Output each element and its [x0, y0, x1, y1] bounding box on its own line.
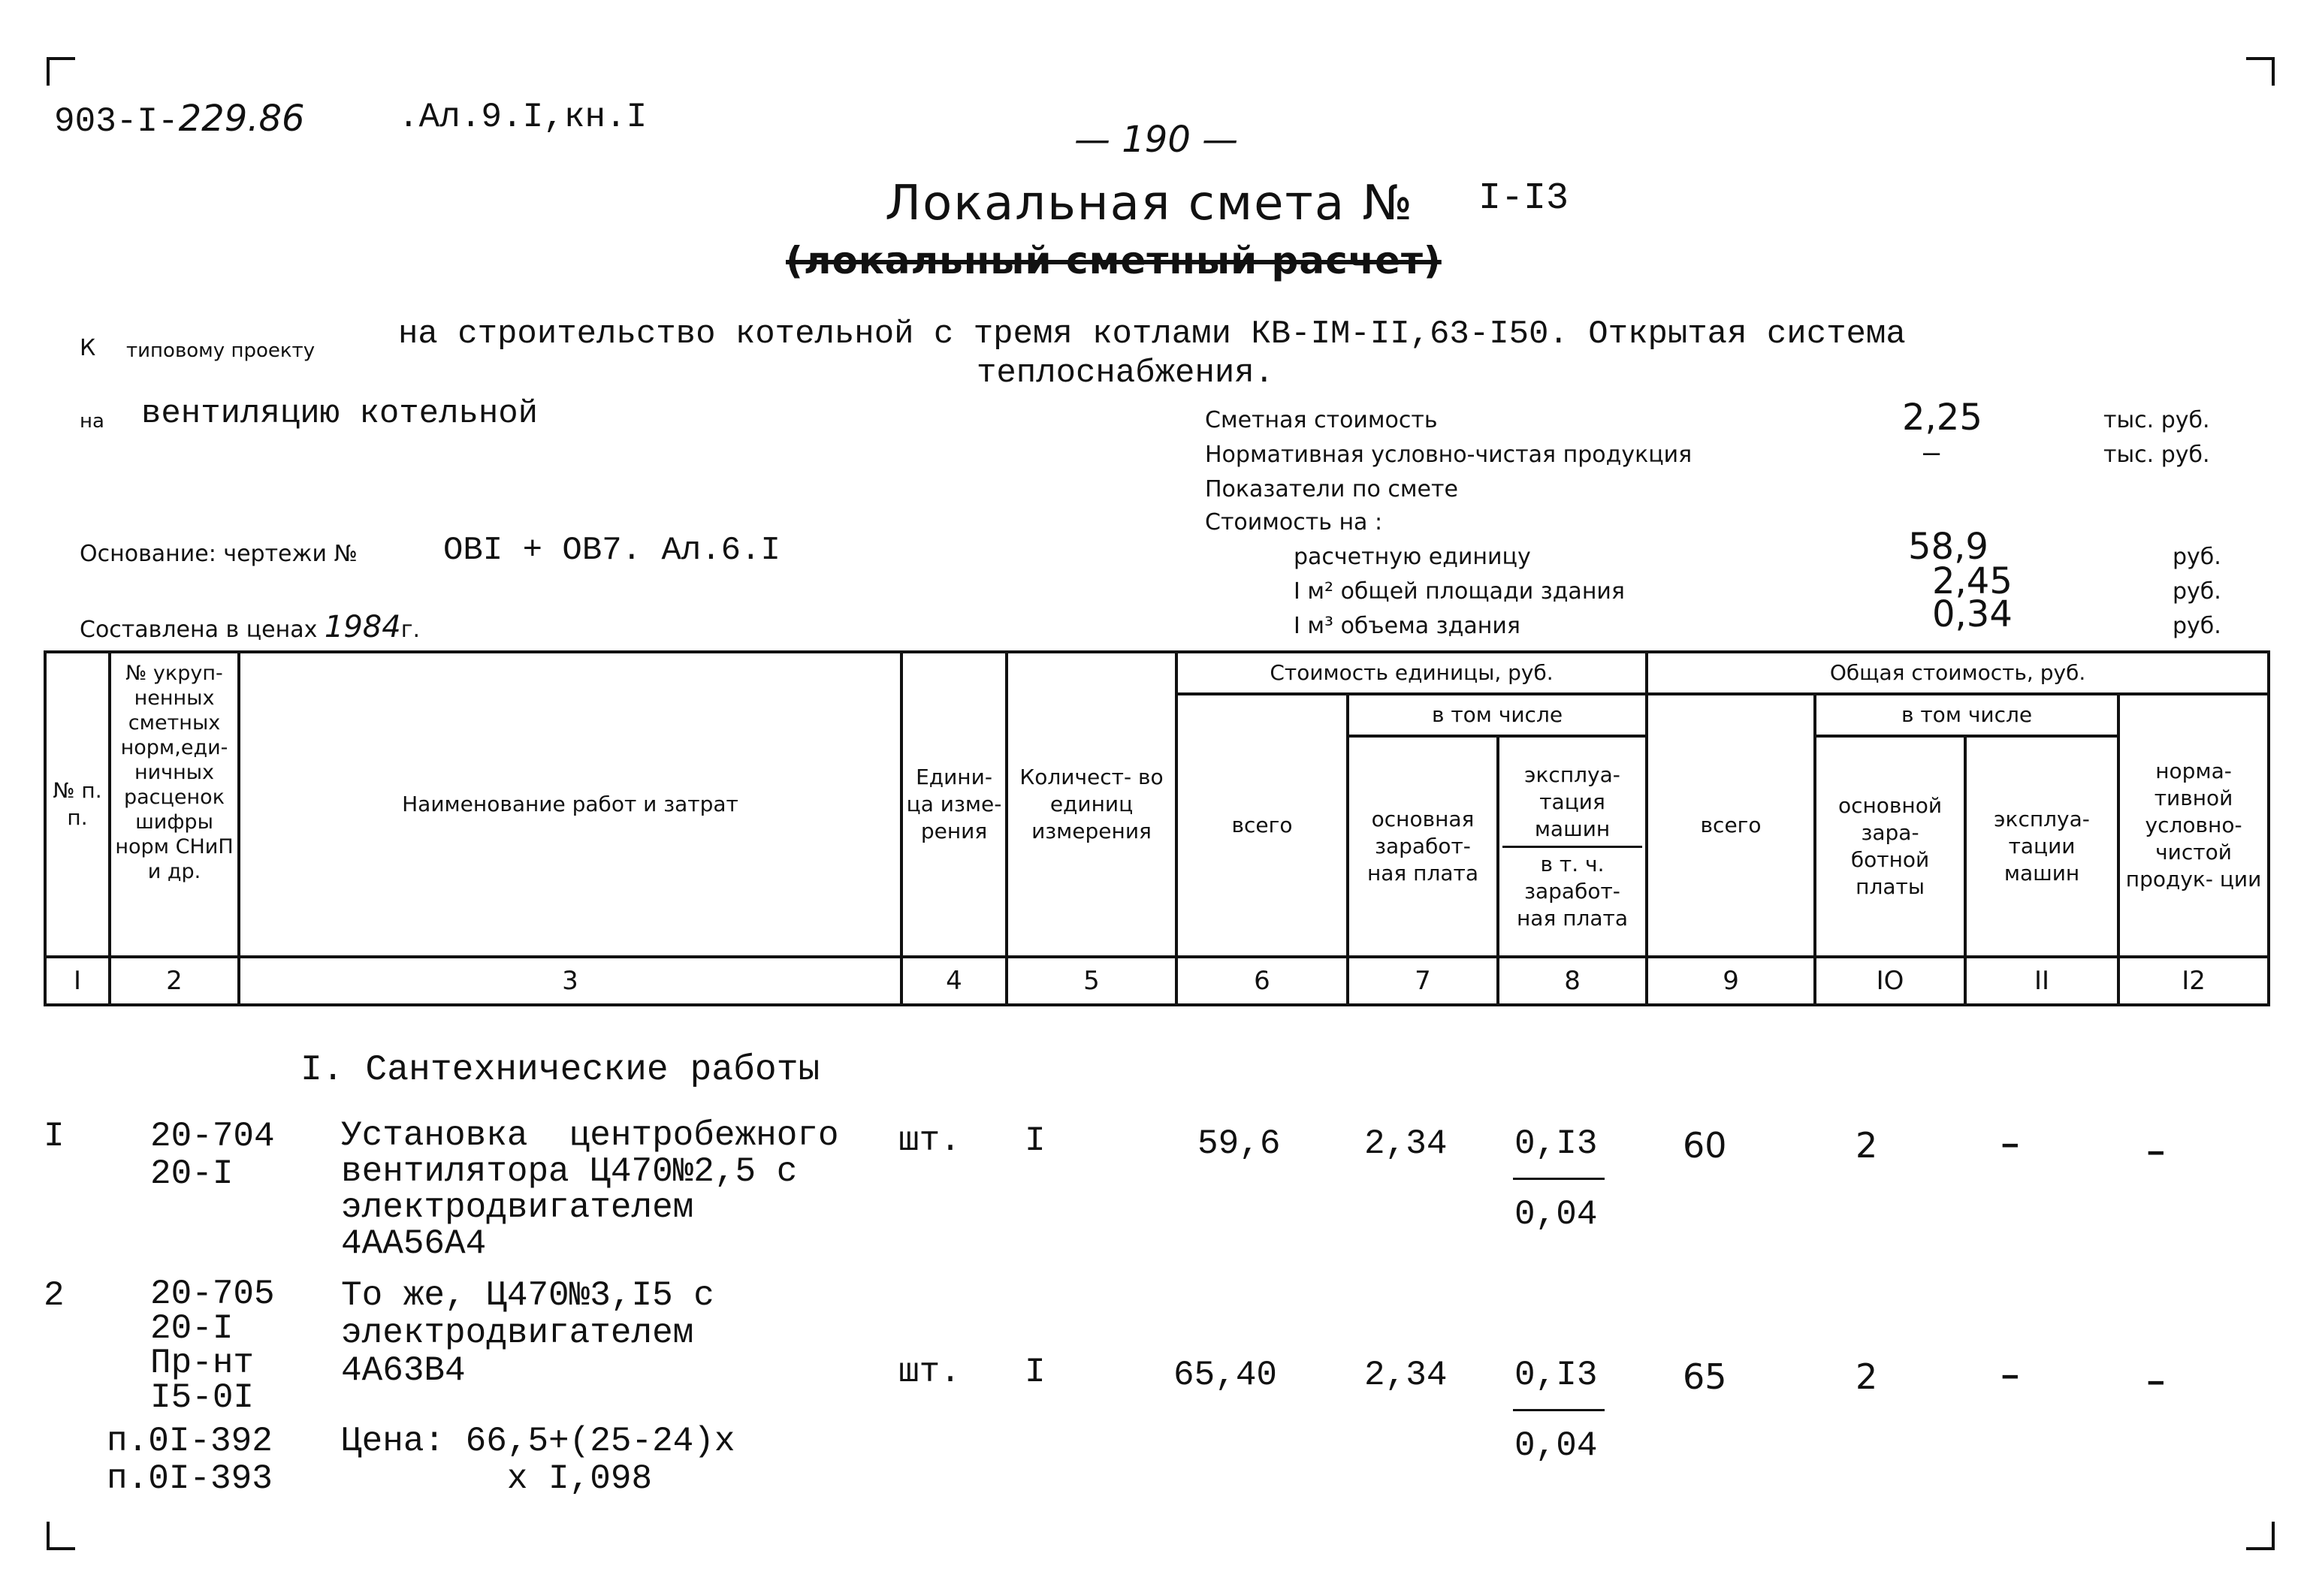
struck-subtitle: (локальный сметный расчет) [786, 239, 1442, 282]
row2-norm-codes-extra: п.0I-392 п.0I-393 [107, 1422, 273, 1498]
col-number-label: 6 [1176, 957, 1348, 1005]
col-header-total-machines: эксплуа- тации машин [1965, 736, 2118, 957]
col-group-total-cost: Общая стоимость, руб. [1647, 652, 2269, 694]
col-header-unit: Едини- ца изме- рения [901, 652, 1007, 957]
col-header-quantity: Количест- во единиц измерения [1007, 652, 1176, 957]
row2-fraction-line [1513, 1409, 1605, 1411]
project-description-line2: теплоснабжения. [977, 354, 1275, 392]
page-number: — 190 — [1074, 119, 1239, 161]
row2-price-note: Цена: 66,5+(25-24)х х I,098 [341, 1422, 735, 1498]
corner-mark-top-right [2246, 57, 2275, 86]
row2-total-ncp: – [2145, 1363, 2167, 1402]
row1-unit-total: 59,6 [1197, 1124, 1281, 1163]
prices-label-text: Составлена в ценах [80, 617, 318, 643]
summary-unit: тыс. руб. [2103, 442, 2210, 468]
row2-unit-machines: 0,I3 [1514, 1356, 1598, 1395]
document-code [54, 98, 305, 141]
row1-total-machines: – [2000, 1126, 2021, 1165]
row2-number: 2 [44, 1276, 65, 1315]
summary-label: расчетную единицу [1294, 544, 1531, 570]
col-number-label: II [1965, 957, 2118, 1005]
row1-quantity: I [1025, 1121, 1046, 1160]
col-header-unit-machines-top: эксплуа- тация машин [1524, 762, 1620, 841]
estimate-table-header [44, 650, 2270, 1006]
col-number-label: 2 [110, 957, 239, 1005]
prices-year: 1984 [324, 610, 401, 644]
to-label: К [80, 335, 96, 361]
row2-unit: шт. [898, 1353, 961, 1392]
col-number-label: I [45, 957, 110, 1005]
summary-label: Стоимость на : [1205, 509, 1383, 536]
col-header-norm-codes: № укруп- ненных сметных норм,еди- ничных расценок шифры норм СНиП и др. [110, 652, 239, 957]
col-group-unit-cost: Стоимость единицы, руб. [1176, 652, 1647, 694]
document-code-handwritten: 229.86 [178, 98, 305, 140]
col-number-label: I2 [2118, 957, 2269, 1005]
summary-unit: тыс. руб. [2103, 407, 2210, 433]
row1-total-wage: 2 [1856, 1125, 1878, 1166]
summary-label: I м² общей площади здания [1294, 578, 1625, 605]
row2-total-machines: – [2000, 1357, 2021, 1396]
section-title: I. Сантехнические работы [300, 1050, 820, 1091]
document-title: Локальная смета № [885, 176, 1414, 231]
row2-unit-total: 65,40 [1173, 1356, 1278, 1395]
summary-label: I м³ объема здания [1294, 613, 1520, 639]
type-project-label: типовому проекту [126, 339, 316, 362]
col-group-unit-incl: в том числе [1348, 694, 1647, 736]
document-code-prefix: 903-I- [54, 102, 179, 141]
estimate-number: I-I3 [1478, 177, 1569, 220]
row1-unit-machines-wage: 0,04 [1514, 1195, 1598, 1234]
project-description-line1: на строительство котельной с тремя котлами КВ-IМ-II,63-I50. Открытая система [398, 315, 1906, 353]
row1-work-name: Установка центробежного вентилятора Ц470№2,5 с электродвигателем 4АА56А4 [341, 1116, 839, 1263]
col-header-work-name: Наименование работ и затрат [239, 652, 901, 957]
row1-unit-wage: 2,34 [1364, 1124, 1448, 1163]
col-number-label: 4 [901, 957, 1007, 1005]
summary-label: Сметная стоимость [1205, 407, 1438, 433]
basis-value: OBI + OB7. Ал.6.I [443, 532, 781, 569]
corner-mark-bottom-right [2246, 1522, 2275, 1550]
row1-norm-codes: 20-704 20-I [150, 1117, 275, 1193]
col-header-total-wage: основной зара- ботной платы [1815, 736, 1965, 957]
col-header-ncp: норма- тивной условно- чистой продук- ции [2118, 694, 2269, 957]
summary-label: Нормативная условно-чистая продукция [1205, 442, 1693, 468]
row2-unit-machines-wage: 0,04 [1514, 1426, 1598, 1465]
summary-value: 58,9 [1908, 526, 1988, 568]
row1-total-ncp: – [2145, 1133, 2167, 1172]
col-number-label: 3 [239, 957, 901, 1005]
summary-label: Показатели по смете [1205, 476, 1458, 502]
col-number-label: 5 [1007, 957, 1176, 1005]
row2-quantity: I [1025, 1353, 1046, 1392]
summary-value: – [1923, 436, 1940, 469]
row1-unit-machines: 0,I3 [1514, 1124, 1598, 1163]
col-header-unit-machines-bottom: в т. ч. заработ- ная плата [1502, 846, 1642, 932]
col-number-label: IO [1815, 957, 1965, 1005]
row2-norm-codes: 20-705 20-I Пр-нт I5-0I [150, 1275, 275, 1417]
on-value: вентиляцию котельной [141, 395, 539, 433]
prices-label [80, 610, 420, 644]
corner-mark-bottom-left [47, 1522, 75, 1550]
summary-unit: руб. [2173, 613, 2221, 639]
album-reference: .Ал.9.I,кн.I [398, 98, 648, 137]
col-header-unit-machines [1498, 736, 1647, 957]
row2-work-name: То же, Ц470№3,I5 с электродвигателем 4А63В4 [341, 1276, 714, 1390]
row2-total-wage: 2 [1856, 1356, 1878, 1397]
row1-number: I [44, 1117, 65, 1156]
on-label: на [80, 410, 104, 433]
col-header-number: № п. п. [45, 652, 110, 957]
corner-mark-top-left [47, 57, 75, 86]
col-header-unit-total: всего [1176, 694, 1348, 957]
row2-unit-wage: 2,34 [1364, 1356, 1448, 1395]
col-group-total-incl: в том числе [1815, 694, 2118, 736]
summary-unit: руб. [2173, 578, 2221, 605]
summary-unit: руб. [2173, 544, 2221, 570]
col-header-total: всего [1647, 694, 1815, 957]
col-number-label: 9 [1647, 957, 1815, 1005]
row1-unit: шт. [898, 1121, 961, 1160]
row1-fraction-line [1513, 1178, 1605, 1180]
basis-label: Основание: чертежи № [80, 541, 358, 567]
summary-value: 2,45 [1932, 560, 2013, 602]
col-header-unit-wage: основная заработ- ная плата [1348, 736, 1498, 957]
row1-total: 60 [1683, 1125, 1727, 1166]
row2-total: 65 [1683, 1356, 1727, 1397]
summary-value: 0,34 [1932, 593, 2013, 635]
summary-value: 2,25 [1902, 397, 1982, 439]
col-number-label: 8 [1498, 957, 1647, 1005]
prices-suffix: г. [400, 617, 421, 643]
col-number-label: 7 [1348, 957, 1498, 1005]
